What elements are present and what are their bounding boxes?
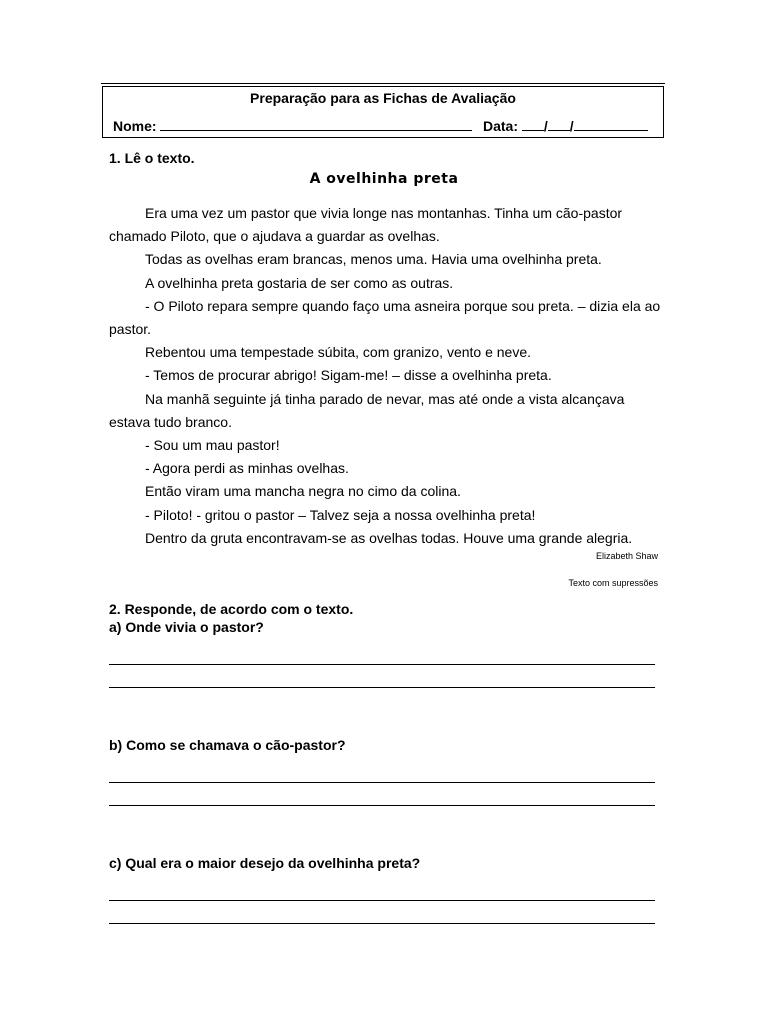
- answer-line-b2[interactable]: [109, 805, 655, 806]
- story-title: A ovelhinha preta: [309, 171, 459, 187]
- question-a: a) Onde vivia o pastor?: [109, 619, 264, 635]
- story-paragraph: - O Piloto repara sempre quando faço uma asneira porque sou preta. – dizia ela ao pastor.: [109, 297, 661, 338]
- section1-heading: 1. Lê o texto.: [109, 150, 195, 166]
- story-paragraph: - Sou um mau pastor!: [145, 437, 280, 454]
- story-paragraph: - Agora perdi as minhas ovelhas.: [145, 460, 349, 477]
- story-paragraph: A ovelhinha preta gostaria de ser como as outras.: [145, 274, 454, 291]
- story-paragraph: - Temos de procurar abrigo! Sigam-me! – disse a ovelhinha preta.: [145, 367, 552, 384]
- story-paragraph: Todas as ovelhas eram brancas, menos uma. Havia uma ovelhinha preta.: [145, 251, 602, 268]
- date-month-blank[interactable]: [548, 118, 570, 131]
- name-label: Nome:: [113, 118, 157, 134]
- date-year-blank[interactable]: [574, 118, 648, 131]
- story-paragraph: Na manhã seguinte já tinha parado de nevar, mas até onde a vista alcançava estava tudo branco.: [109, 390, 625, 430]
- worksheet-title: Preparação para as Fichas de Avaliação: [250, 90, 516, 106]
- answer-line-a1[interactable]: [109, 664, 655, 665]
- name-blank[interactable]: [160, 118, 472, 131]
- story-author: Elizabeth Shaw: [595, 551, 658, 561]
- date-sep-1: /: [543, 118, 548, 134]
- story-paragraph: Dentro da gruta encontravam-se as ovelhas todas. Houve uma grande alegria.: [145, 529, 633, 546]
- answer-line-c1[interactable]: [109, 900, 655, 901]
- name-field[interactable]: [113, 118, 472, 134]
- question-b: b) Como se chamava o cão-pastor?: [109, 737, 346, 753]
- date-label: Data:: [483, 118, 519, 134]
- date-sep-2: /: [569, 118, 574, 134]
- answer-line-a2[interactable]: [109, 687, 655, 688]
- date-field[interactable]: [483, 118, 648, 134]
- answer-line-b1[interactable]: [109, 782, 655, 783]
- story-paragraph: Era uma vez um pastor que vivia longe nas montanhas. Tinha um cão-pastor chamado Piloto, que o ajudava a guardar as ovelhas.: [109, 205, 623, 245]
- date-day-blank[interactable]: [522, 118, 544, 131]
- header-box: [102, 86, 664, 138]
- question-c: c) Qual era o maior desejo da ovelhinha preta?: [109, 855, 421, 871]
- story-paragraph: - Piloto! - gritou o pastor – Talvez seja a nossa ovelhinha preta!: [145, 506, 536, 523]
- answer-line-c2[interactable]: [109, 923, 655, 924]
- section2-heading: 2. Responde, de acordo com o texto.: [109, 601, 354, 617]
- story-paragraph: Então viram uma mancha negra no cimo da colina.: [145, 483, 461, 500]
- story-note: Texto com supressões: [568, 578, 658, 588]
- story-text: [109, 202, 664, 550]
- story-paragraph: Rebentou uma tempestade súbita, com granizo, vento e neve.: [145, 344, 532, 361]
